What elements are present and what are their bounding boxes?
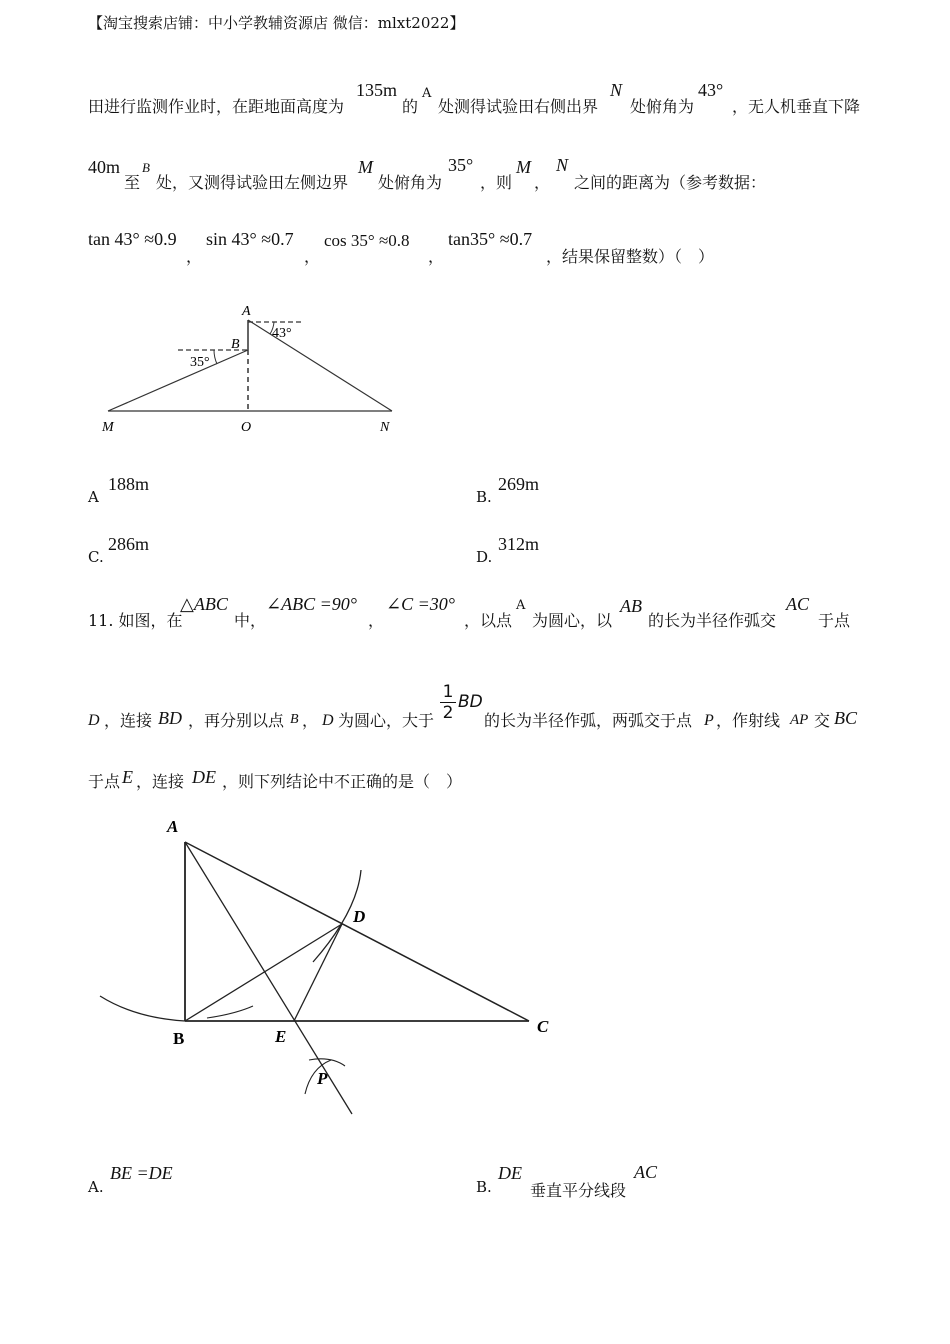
q11-point-b: B — [290, 712, 299, 727]
label-p: P — [317, 1069, 328, 1088]
q11-text: ，以点 — [464, 611, 513, 630]
option-letter[interactable]: B. — [476, 488, 492, 506]
label-d: D — [353, 907, 366, 926]
label-b: B — [231, 337, 240, 352]
option-value[interactable]: 286m — [108, 534, 150, 554]
q11-text: 为圆心，以 — [532, 611, 613, 630]
q10-point-m: M — [516, 157, 531, 177]
q11-text: 中， — [234, 611, 267, 630]
q10-point-n: N — [556, 155, 569, 175]
label-b: B — [173, 1029, 185, 1048]
option-value[interactable]: 188m — [108, 474, 150, 494]
q10-descend-value: 40m — [88, 157, 121, 177]
q10-point-b: B — [142, 160, 150, 175]
q10-figure — [90, 298, 410, 443]
option-letter[interactable]: B. — [476, 1178, 492, 1196]
arc-center-d — [207, 1006, 253, 1018]
q11-text: 的长为半径作弧交 — [648, 611, 777, 630]
q11-segment-bc: BC — [834, 708, 858, 728]
option-segment[interactable]: AC — [634, 1162, 658, 1182]
page-header: 【淘宝搜索店铺：中小学教辅资源店 微信：mlxt2022】 — [88, 14, 465, 32]
q10-point-n: N — [610, 80, 623, 100]
q10-text: ， — [186, 247, 203, 266]
q11-angle-c: ∠C =30° — [386, 594, 455, 614]
option-value[interactable]: 269m — [498, 474, 540, 494]
q11-angle-abc: ∠ABC =90° — [266, 594, 357, 614]
q11-point-a: A — [516, 598, 526, 613]
q11-text: 于点 — [88, 772, 121, 791]
q10-text: ，结果保留整数）（ ） — [546, 247, 715, 266]
label-angle-35: 35° — [190, 355, 210, 370]
q11-fraction — [440, 682, 456, 723]
q11-segment-de: DE — [192, 767, 216, 787]
q11-point-d: D — [88, 712, 100, 729]
segment-ac — [185, 842, 529, 1021]
label-n: N — [380, 420, 390, 435]
option-expr[interactable]: BE =DE — [110, 1163, 173, 1183]
q10-text: 之间的距离为（参考数据： — [574, 173, 767, 192]
q11-text: ，连接 — [104, 711, 153, 730]
q10-text: ，则 — [480, 173, 513, 192]
label-a: A — [242, 304, 251, 319]
q11-text: ，连接 — [136, 772, 185, 791]
option-letter[interactable]: A — [88, 488, 99, 506]
segment-an — [248, 320, 392, 411]
label-m: M — [102, 420, 114, 435]
label-o: O — [241, 420, 252, 435]
q10-text: 处俯角为 — [378, 173, 443, 192]
q10-point-a: A — [422, 86, 432, 101]
q11-text: ， — [368, 611, 385, 630]
q11-text: 为圆心，大于 — [338, 711, 435, 730]
q10-text: ，无人机垂直下降 — [732, 97, 861, 116]
label-angle-43: 43° — [272, 326, 292, 341]
option-expr[interactable]: DE — [498, 1163, 522, 1183]
q10-angle-35: 35° — [448, 155, 474, 175]
q10-ref-cos35: cos 35° ≈0.8 — [324, 231, 410, 250]
arc-center-a-bottom — [100, 996, 185, 1021]
option-letter[interactable]: D. — [476, 548, 493, 566]
q11-text: ，则下列结论中不正确的是（ ） — [222, 772, 463, 791]
q11-text: ，再分别以点 — [188, 711, 285, 730]
q11-figure — [95, 812, 565, 1122]
q11-triangle: △ABC — [180, 594, 228, 614]
q11-text: 于点 — [818, 611, 851, 630]
q10-ref-tan43: tan 43° ≈0.9 — [88, 229, 177, 249]
q11-text: 的长为半径作弧，两弧交于点 — [484, 711, 693, 730]
q11-text: 交 — [814, 711, 831, 730]
q11-text: ， — [302, 711, 319, 730]
segment-bm — [108, 350, 248, 411]
option-text[interactable]: 垂直平分线段 — [530, 1181, 627, 1200]
fraction-denominator: 2 — [440, 702, 456, 723]
q11-segment-bd: BD — [458, 692, 483, 712]
q10-text: 的 — [402, 97, 419, 116]
q10-text: ， — [304, 247, 321, 266]
q10-text: ， — [534, 173, 551, 192]
q10-text: 处俯角为 — [630, 97, 695, 116]
q11-ray-ap: AP — [790, 712, 809, 728]
q10-height-value: 135m — [356, 80, 398, 100]
q10-angle-43: 43° — [698, 80, 724, 100]
label-a: A — [167, 817, 179, 836]
q11-point-p: P — [704, 712, 714, 729]
q10-point-m: M — [358, 157, 373, 177]
q10-text: 处测得试验田右侧出界 — [438, 97, 599, 116]
label-e: E — [275, 1027, 287, 1046]
option-value[interactable]: 312m — [498, 534, 540, 554]
q11-point-e: E — [122, 767, 133, 787]
q11-text: ，作射线 — [716, 711, 781, 730]
label-c: C — [537, 1017, 549, 1036]
q10-text: 田进行监测作业时，在距地面高度为 — [88, 97, 345, 116]
q10-text: ， — [428, 247, 445, 266]
q10-ref-tan35: tan35° ≈0.7 — [448, 229, 533, 249]
option-letter[interactable]: C. — [88, 548, 104, 566]
q10-ref-sin43: sin 43° ≈0.7 — [206, 229, 294, 249]
q11-segment-ab: AB — [620, 596, 642, 616]
q11-point-d: D — [322, 712, 334, 729]
q11-text: 11. 如图，在 — [88, 611, 183, 630]
q10-text: 处，又测得试验田左侧边界 — [156, 173, 349, 192]
q10-text: 至 — [124, 173, 141, 192]
q11-segment-ac: AC — [786, 594, 810, 614]
q11-segment-bd: BD — [158, 708, 182, 728]
option-letter[interactable]: A. — [88, 1178, 104, 1196]
fraction-numerator: 1 — [442, 682, 454, 702]
angle-arc-35 — [214, 350, 217, 364]
